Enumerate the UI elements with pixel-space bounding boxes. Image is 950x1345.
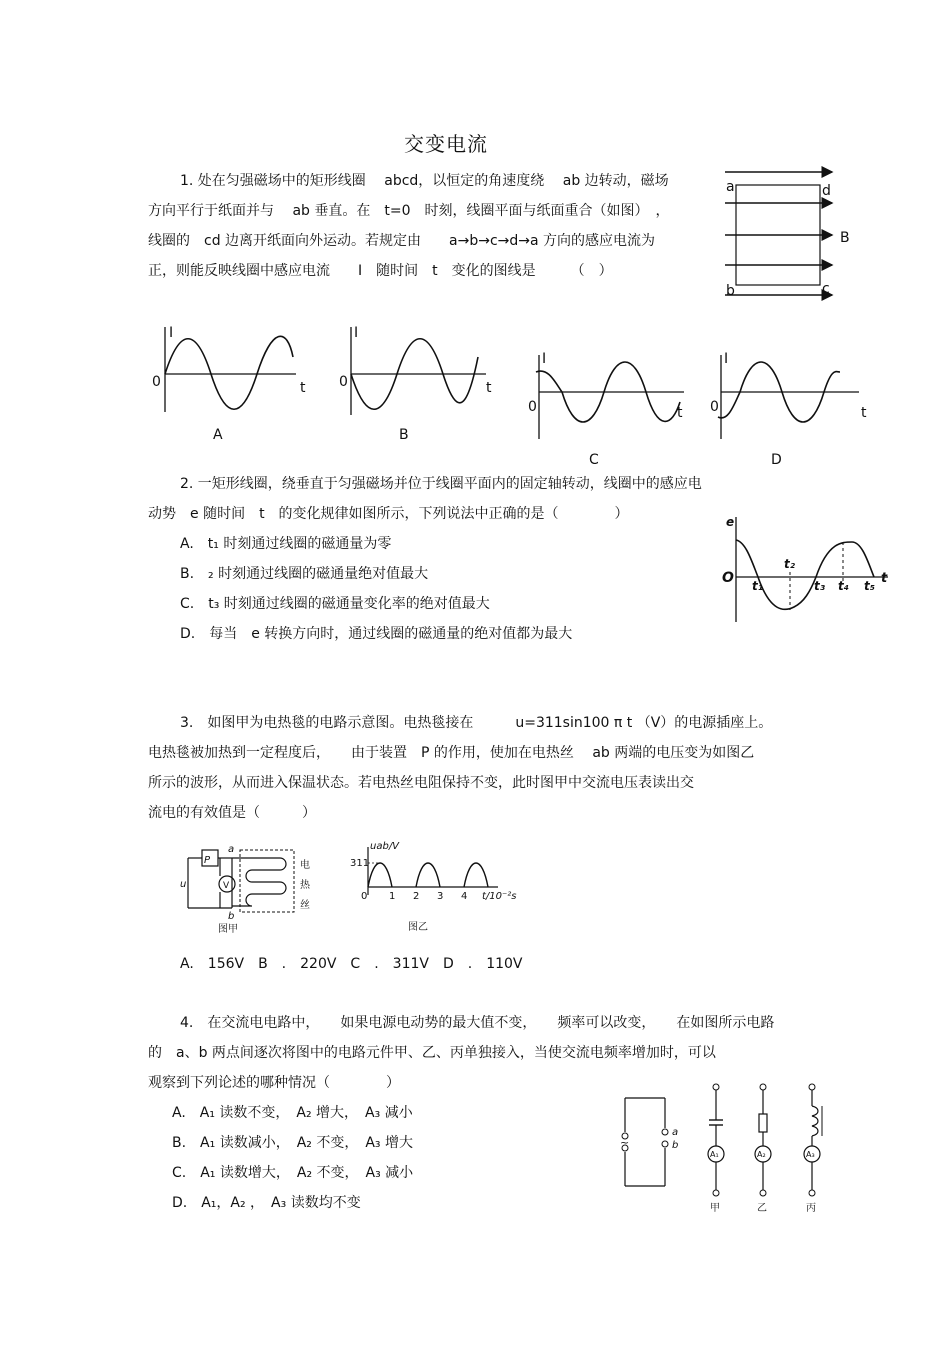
q1-line-2: 方向平行于纸面并与 ab 垂直。在 t=0 时刻，线圈平面与纸面重合（如图） ，: [148, 203, 670, 219]
svg-text:V: V: [223, 881, 230, 891]
q3-line-2: 电热毯被加热到一定程度后， 由于装置 P 的作用，使加在电热丝 ab 两端的电压变为如图乙: [148, 745, 755, 761]
q4-option-A: A. A₁ 读数不变， A₂ 增大， A₃ 减小: [172, 1105, 413, 1121]
svg-text:丝: 丝: [300, 900, 310, 911]
q4-component-bing: [796, 1080, 831, 1215]
q3-figure-yi: [348, 835, 528, 935]
svg-text:b: b: [672, 1140, 679, 1151]
q4-option-C: C. A₁ 读数增大， A₂ 不变， A₃ 减小: [172, 1165, 414, 1181]
svg-text:t₅: t₅: [864, 579, 875, 593]
q1-line-1: 1. 处在匀强磁场中的矩形线圈 abcd，以恒定的角速度绕 ab 边转动，磁场: [180, 173, 669, 189]
svg-text:A₂: A₂: [757, 1150, 766, 1159]
svg-text:图甲: 图甲: [218, 924, 238, 935]
q1-graph-B: [336, 322, 506, 447]
svg-text:t/10⁻²s: t/10⁻²s: [482, 891, 517, 902]
svg-text:~: ~: [620, 1136, 630, 1149]
svg-text:a: a: [228, 844, 235, 855]
q1-label-b: b: [726, 283, 735, 299]
svg-text:t₁: t₁: [752, 579, 763, 593]
svg-text:0: 0: [361, 891, 368, 902]
q4-line-3: 观察到下列论述的哪种情况（ ）: [148, 1075, 400, 1091]
svg-text:A₃: A₃: [806, 1150, 815, 1159]
q2-option-A: A. t₁ 时刻通过线圈的磁通量为零: [180, 536, 392, 552]
svg-text:t: t: [861, 405, 867, 421]
svg-text:0: 0: [339, 374, 348, 390]
svg-text:3: 3: [437, 891, 444, 902]
svg-text:P: P: [204, 855, 211, 866]
q1-option-B: B: [399, 427, 409, 443]
q2-emf-graph: [718, 512, 898, 627]
svg-text:t: t: [881, 571, 888, 586]
q2-option-D: D. 每当 e 转换方向时，通过线圈的磁通量的绝对值都为最大: [180, 626, 573, 642]
svg-text:e: e: [726, 515, 735, 529]
q1-graph-C: [522, 347, 692, 472]
svg-text:b: b: [228, 911, 235, 922]
q1-line-4: 正，则能反映线圈中感应电流 I 随时间 t 变化的图线是 （ ）: [148, 263, 613, 279]
q4-line-2: 的 a、b 两点间逐次将图中的电路元件甲、乙、丙单独接入，当使交流电频率增加时，可以: [148, 1045, 716, 1061]
svg-text:t₃: t₃: [814, 579, 825, 593]
svg-text:311: 311: [350, 858, 370, 869]
page-title: 交变电流: [404, 132, 488, 156]
q2-option-C: C. t₃ 时刻通过线圈的磁通量变化率的绝对值最大: [180, 596, 490, 612]
q1-label-a: a: [726, 179, 735, 195]
svg-text:1: 1: [389, 891, 396, 902]
q1-option-C: C: [589, 452, 599, 468]
svg-text:O: O: [722, 570, 734, 586]
q1-label-c: c: [822, 281, 830, 297]
svg-text:t₂: t₂: [784, 557, 795, 571]
svg-text:t: t: [300, 380, 306, 396]
q3-line-1: 3. 如图甲为电热毯的电路示意图。电热毯接在 u=311sin100 π t （V）的电源插座上。: [180, 715, 773, 731]
svg-text:电: 电: [300, 860, 310, 871]
q3-figure-jia: [180, 840, 330, 935]
q2-line-2: 动势 e 随时间 t 的变化规律如图所示，下列说法中正确的是（ ）: [148, 506, 629, 522]
svg-text:0: 0: [710, 399, 719, 415]
svg-text:t: t: [677, 405, 683, 421]
svg-text:t₄: t₄: [838, 579, 849, 593]
q1-label-B: B: [840, 230, 850, 246]
q4-line-1: 4. 在交流电电路中， 如果电源电动势的最大值不变， 频率可以改变， 在如图所示电路: [180, 1015, 775, 1031]
q2-line-1: 2. 一矩形线圈，绕垂直于匀强磁场并位于线圈平面内的固定轴转动，线圈中的感应电: [180, 476, 702, 492]
svg-text:u: u: [180, 879, 187, 890]
svg-text:uab/V: uab/V: [370, 841, 400, 852]
q3-answer-options: A. 156V B . 220V C . 311V D . 110V: [180, 956, 523, 972]
q1-graph-D: [704, 347, 874, 472]
svg-text:乙: 乙: [757, 1203, 767, 1214]
q3-line-3: 所示的波形，从而进入保温状态。若电热丝电阻保持不变，此时图甲中交流电压表读出交: [148, 775, 694, 791]
q4-source-circuit: [615, 1090, 695, 1195]
svg-text:A₁: A₁: [710, 1150, 719, 1159]
q4-component-jia: [700, 1080, 735, 1215]
svg-text:0: 0: [528, 399, 537, 415]
q1-label-d: d: [822, 183, 831, 199]
q4-option-B: B. A₁ 读数减小， A₂ 不变， A₃ 增大: [172, 1135, 413, 1151]
q3-line-4: 流电的有效值是（ ）: [148, 805, 316, 821]
svg-text:I: I: [724, 351, 729, 367]
svg-text:a: a: [672, 1127, 679, 1138]
svg-text:甲: 甲: [710, 1203, 720, 1214]
q1-graph-A: [148, 322, 318, 447]
svg-text:热: 热: [300, 880, 310, 891]
svg-text:t: t: [486, 380, 492, 396]
svg-text:I: I: [169, 325, 174, 341]
svg-text:I: I: [354, 325, 359, 341]
q2-option-B: B. ₂ 时刻通过线圈的磁通量绝对值最大: [180, 566, 429, 582]
q1-option-D: D: [771, 452, 782, 468]
svg-text:0: 0: [152, 374, 161, 390]
q4-component-yi: [747, 1080, 782, 1215]
svg-text:丙: 丙: [806, 1203, 816, 1214]
q1-coil-figure: [720, 165, 850, 305]
svg-text:I: I: [542, 351, 547, 367]
q4-option-D: D. A₁，A₂ ， A₃ 读数均不变: [172, 1195, 361, 1211]
svg-text:4: 4: [461, 891, 468, 902]
svg-text:图乙: 图乙: [408, 922, 428, 933]
q1-option-A: A: [213, 427, 223, 443]
svg-text:2: 2: [413, 891, 420, 902]
q1-line-3: 线圈的 cd 边离开纸面向外运动。若规定由 a→b→c→d→a 方向的感应电流为: [148, 233, 656, 249]
